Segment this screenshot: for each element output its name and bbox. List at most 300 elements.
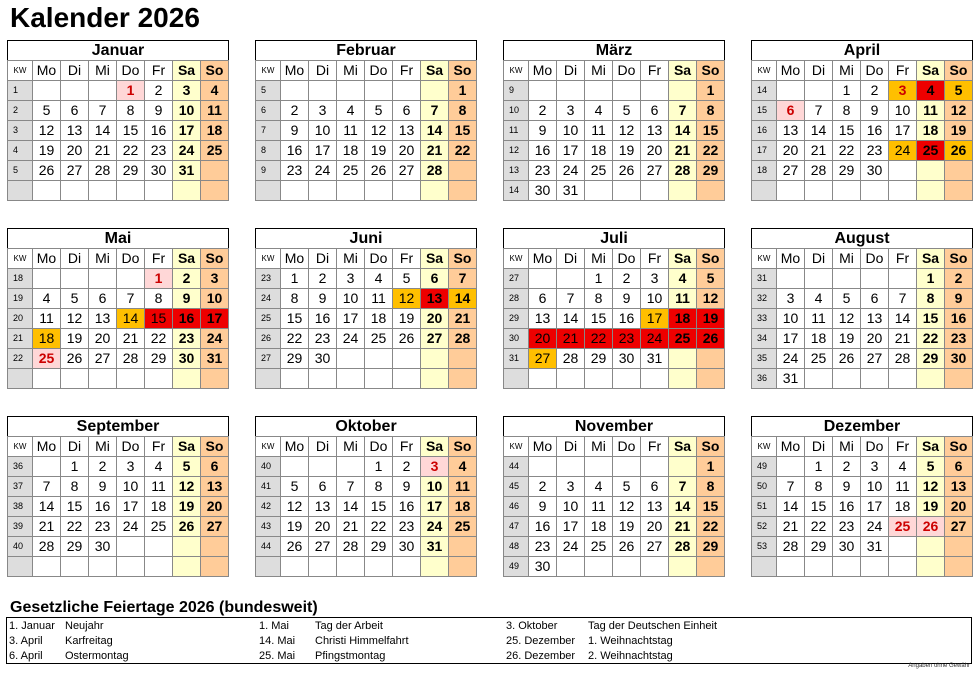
- day-cell: 21: [421, 141, 449, 161]
- week-row: [752, 477, 973, 497]
- day-cell: 2: [833, 457, 861, 477]
- day-cell: 1: [145, 269, 173, 289]
- week-number: 42: [256, 497, 281, 517]
- day-cell: 9: [945, 289, 973, 309]
- day-cell: 10: [557, 497, 585, 517]
- day-cell: [365, 369, 393, 389]
- week-number: 2: [8, 101, 33, 121]
- day-cell: 15: [145, 309, 173, 329]
- day-cell: 22: [585, 329, 613, 349]
- day-cell: 16: [861, 121, 889, 141]
- day-cell: 25: [917, 141, 945, 161]
- holidays-column-1: [9, 619, 129, 664]
- week-row: [256, 81, 477, 101]
- day-cell: 18: [145, 497, 173, 517]
- weekday-header-row: [504, 249, 725, 269]
- day-cell: 27: [641, 537, 669, 557]
- day-cell: 6: [641, 101, 669, 121]
- day-cell: 23: [613, 329, 641, 349]
- day-cell: [917, 537, 945, 557]
- holidays-title: Gesetzliche Feiertage 2026 (bundesweit): [10, 599, 318, 616]
- holiday-row: [506, 619, 717, 634]
- day-cell: 11: [805, 309, 833, 329]
- day-cell: 24: [557, 537, 585, 557]
- week-row: [8, 161, 229, 181]
- day-cell: [669, 457, 697, 477]
- month-10: [255, 416, 477, 577]
- day-cell: 17: [641, 309, 669, 329]
- day-cell: 29: [805, 537, 833, 557]
- day-cell: 2: [309, 269, 337, 289]
- day-cell: 31: [173, 161, 201, 181]
- day-cell: 5: [61, 289, 89, 309]
- month-name: September: [7, 416, 229, 436]
- week-row: [8, 349, 229, 369]
- day-cell: 11: [669, 289, 697, 309]
- weekday-header: Fr: [393, 437, 421, 457]
- day-cell: 27: [61, 161, 89, 181]
- day-cell: 18: [805, 329, 833, 349]
- day-cell: 14: [669, 497, 697, 517]
- day-cell: 24: [641, 329, 669, 349]
- footnote: Angaben ohne Gewähr: [908, 663, 970, 669]
- month-name: Oktober: [255, 416, 477, 436]
- weekday-header: Di: [309, 437, 337, 457]
- kw-header: KW: [752, 437, 777, 457]
- day-cell: [805, 557, 833, 577]
- weekday-header: Do: [117, 61, 145, 81]
- day-cell: 25: [449, 517, 477, 537]
- day-cell: 6: [777, 101, 805, 121]
- day-cell: 8: [61, 477, 89, 497]
- day-cell: 10: [889, 101, 917, 121]
- holiday-row: [506, 649, 717, 664]
- week-number: 50: [752, 477, 777, 497]
- day-cell: 10: [337, 289, 365, 309]
- day-cell: 23: [393, 517, 421, 537]
- holiday-date: 26. Dezember: [506, 650, 576, 662]
- week-row: [504, 369, 725, 389]
- week-row: [504, 161, 725, 181]
- day-cell: 15: [117, 121, 145, 141]
- day-cell: 24: [201, 329, 229, 349]
- day-cell: 8: [365, 477, 393, 497]
- week-number: 11: [504, 121, 529, 141]
- day-cell: 11: [449, 477, 477, 497]
- day-cell: 1: [697, 81, 725, 101]
- day-cell: [281, 181, 309, 201]
- day-cell: 18: [201, 121, 229, 141]
- week-row: [256, 101, 477, 121]
- week-number: 9: [504, 81, 529, 101]
- day-cell: 5: [281, 477, 309, 497]
- week-row: [8, 369, 229, 389]
- day-cell: 5: [33, 101, 61, 121]
- day-cell: 7: [421, 101, 449, 121]
- day-cell: [281, 369, 309, 389]
- holiday-row: [9, 634, 129, 649]
- week-row: [8, 269, 229, 289]
- kw-header: KW: [504, 437, 529, 457]
- day-cell: 21: [777, 517, 805, 537]
- week-row: [504, 269, 725, 289]
- day-cell: 26: [393, 329, 421, 349]
- day-cell: [889, 161, 917, 181]
- day-cell: 12: [833, 309, 861, 329]
- day-cell: 18: [449, 497, 477, 517]
- day-cell: 4: [33, 289, 61, 309]
- week-row: [504, 309, 725, 329]
- week-row: [752, 517, 973, 537]
- week-row: [504, 81, 725, 101]
- day-cell: 26: [613, 537, 641, 557]
- day-cell: 5: [613, 477, 641, 497]
- day-cell: 18: [669, 309, 697, 329]
- kw-header: KW: [8, 61, 33, 81]
- day-cell: 12: [613, 497, 641, 517]
- week-row: [504, 517, 725, 537]
- day-cell: 30: [861, 161, 889, 181]
- holiday-name: Ostermontag: [65, 650, 129, 662]
- day-cell: 26: [697, 329, 725, 349]
- week-row: [752, 557, 973, 577]
- day-cell: 19: [613, 141, 641, 161]
- weekday-header: So: [201, 61, 229, 81]
- day-cell: 25: [585, 161, 613, 181]
- day-cell: 9: [529, 121, 557, 141]
- day-cell: [641, 557, 669, 577]
- day-cell: 30: [945, 349, 973, 369]
- day-cell: 19: [833, 329, 861, 349]
- week-number: 48: [504, 537, 529, 557]
- weekday-header: Fr: [641, 61, 669, 81]
- day-cell: 28: [889, 349, 917, 369]
- week-number: 4: [8, 141, 33, 161]
- month-name: November: [503, 416, 725, 436]
- day-cell: 7: [89, 101, 117, 121]
- day-cell: 6: [61, 101, 89, 121]
- day-cell: [145, 557, 173, 577]
- day-cell: 12: [281, 497, 309, 517]
- day-cell: [61, 269, 89, 289]
- weekday-header: So: [945, 437, 973, 457]
- day-cell: [777, 457, 805, 477]
- week-number: 36: [8, 457, 33, 477]
- day-cell: 4: [201, 81, 229, 101]
- day-cell: [89, 369, 117, 389]
- day-cell: 12: [365, 121, 393, 141]
- week-row: [8, 141, 229, 161]
- week-number: 37: [8, 477, 33, 497]
- day-cell: 31: [641, 349, 669, 369]
- day-cell: [337, 349, 365, 369]
- day-cell: 9: [145, 101, 173, 121]
- day-cell: 24: [421, 517, 449, 537]
- month-table: [7, 436, 229, 577]
- week-number: 24: [256, 289, 281, 309]
- day-cell: [89, 181, 117, 201]
- day-cell: 7: [805, 101, 833, 121]
- day-cell: 28: [421, 161, 449, 181]
- month-table: [7, 60, 229, 201]
- day-cell: [889, 537, 917, 557]
- week-number: 39: [8, 517, 33, 537]
- day-cell: 19: [613, 517, 641, 537]
- day-cell: 2: [529, 101, 557, 121]
- day-cell: 23: [529, 161, 557, 181]
- day-cell: [585, 181, 613, 201]
- day-cell: 4: [669, 269, 697, 289]
- week-row: [752, 141, 973, 161]
- day-cell: 29: [281, 349, 309, 369]
- day-cell: 21: [33, 517, 61, 537]
- day-cell: 22: [281, 329, 309, 349]
- day-cell: [669, 557, 697, 577]
- day-cell: 7: [557, 289, 585, 309]
- weekday-header: Mo: [33, 61, 61, 81]
- day-cell: 21: [669, 141, 697, 161]
- weekday-header: Fr: [393, 249, 421, 269]
- weekday-header: Sa: [669, 249, 697, 269]
- week-row: [752, 161, 973, 181]
- week-row: [504, 101, 725, 121]
- day-cell: 22: [697, 517, 725, 537]
- day-cell: 12: [697, 289, 725, 309]
- day-cell: 16: [281, 141, 309, 161]
- day-cell: 15: [697, 497, 725, 517]
- day-cell: 24: [117, 517, 145, 537]
- day-cell: [393, 349, 421, 369]
- week-row: [8, 537, 229, 557]
- weekday-header: Do: [613, 249, 641, 269]
- day-cell: 8: [697, 101, 725, 121]
- day-cell: [421, 557, 449, 577]
- day-cell: 5: [945, 81, 973, 101]
- day-cell: 1: [833, 81, 861, 101]
- week-row: [256, 181, 477, 201]
- day-cell: 14: [89, 121, 117, 141]
- holiday-name: 2. Weihnachtstag: [588, 650, 673, 662]
- day-cell: [421, 349, 449, 369]
- day-cell: 18: [337, 141, 365, 161]
- day-cell: 21: [337, 517, 365, 537]
- weekday-header: Do: [861, 249, 889, 269]
- day-cell: 10: [777, 309, 805, 329]
- day-cell: [173, 537, 201, 557]
- holiday-date: 6. April: [9, 650, 43, 662]
- weekday-header: Mo: [777, 61, 805, 81]
- day-cell: [393, 557, 421, 577]
- week-row: [8, 497, 229, 517]
- weekday-header: Mo: [777, 249, 805, 269]
- weekday-header: Do: [613, 437, 641, 457]
- month-5: [7, 228, 229, 389]
- day-cell: 9: [173, 289, 201, 309]
- week-number: 27: [504, 269, 529, 289]
- day-cell: 16: [89, 497, 117, 517]
- day-cell: 18: [917, 121, 945, 141]
- day-cell: [201, 557, 229, 577]
- day-cell: 30: [529, 557, 557, 577]
- day-cell: [89, 557, 117, 577]
- day-cell: [557, 81, 585, 101]
- day-cell: [173, 557, 201, 577]
- day-cell: 17: [777, 329, 805, 349]
- day-cell: 25: [145, 517, 173, 537]
- day-cell: 6: [309, 477, 337, 497]
- week-number: 33: [752, 309, 777, 329]
- day-cell: 11: [585, 121, 613, 141]
- page-title: Kalender 2026: [10, 2, 200, 33]
- day-cell: 9: [833, 477, 861, 497]
- day-cell: [669, 81, 697, 101]
- week-number: 29: [504, 309, 529, 329]
- holiday-name: Tag der Deutschen Einheit: [588, 620, 718, 632]
- day-cell: 4: [889, 457, 917, 477]
- week-number: 44: [504, 457, 529, 477]
- day-cell: 6: [89, 289, 117, 309]
- day-cell: 20: [201, 497, 229, 517]
- day-cell: 8: [449, 101, 477, 121]
- month-3: [503, 40, 725, 201]
- day-cell: 14: [669, 121, 697, 141]
- day-cell: [861, 269, 889, 289]
- weekday-header: Di: [557, 249, 585, 269]
- day-cell: 14: [421, 121, 449, 141]
- day-cell: 11: [585, 497, 613, 517]
- day-cell: [917, 369, 945, 389]
- day-cell: [449, 557, 477, 577]
- day-cell: [805, 81, 833, 101]
- month-table: [7, 248, 229, 389]
- day-cell: 15: [365, 497, 393, 517]
- week-number: 49: [504, 557, 529, 577]
- month-name: Dezember: [751, 416, 973, 436]
- day-cell: [201, 369, 229, 389]
- day-cell: 17: [557, 517, 585, 537]
- weekday-header: Fr: [641, 249, 669, 269]
- day-cell: [449, 161, 477, 181]
- day-cell: 23: [173, 329, 201, 349]
- kw-header: KW: [8, 437, 33, 457]
- holidays-column-2: [259, 619, 409, 664]
- day-cell: 9: [309, 289, 337, 309]
- weekday-header-row: [8, 249, 229, 269]
- day-cell: 26: [365, 161, 393, 181]
- day-cell: [33, 557, 61, 577]
- day-cell: 27: [641, 161, 669, 181]
- week-row: [752, 497, 973, 517]
- month-table: [751, 248, 973, 389]
- day-cell: [33, 269, 61, 289]
- day-cell: 12: [173, 477, 201, 497]
- day-cell: [945, 537, 973, 557]
- day-cell: 29: [145, 349, 173, 369]
- weekday-header-row: [256, 61, 477, 81]
- day-cell: 23: [309, 329, 337, 349]
- day-cell: 10: [173, 101, 201, 121]
- weekday-header: Di: [61, 437, 89, 457]
- day-cell: 21: [557, 329, 585, 349]
- day-cell: 5: [173, 457, 201, 477]
- day-cell: 16: [529, 517, 557, 537]
- day-cell: 4: [145, 457, 173, 477]
- weekday-header: Mi: [585, 61, 613, 81]
- weekday-header: Mi: [337, 437, 365, 457]
- day-cell: [393, 181, 421, 201]
- day-cell: [337, 81, 365, 101]
- day-cell: 14: [449, 289, 477, 309]
- weekday-header: Sa: [173, 437, 201, 457]
- week-number: 45: [504, 477, 529, 497]
- weekday-header: Mi: [89, 249, 117, 269]
- day-cell: [337, 557, 365, 577]
- day-cell: [309, 557, 337, 577]
- day-cell: 25: [201, 141, 229, 161]
- day-cell: 14: [805, 121, 833, 141]
- week-row: [504, 289, 725, 309]
- day-cell: [309, 457, 337, 477]
- weekday-header: Mo: [529, 249, 557, 269]
- day-cell: [117, 369, 145, 389]
- day-cell: 7: [777, 477, 805, 497]
- day-cell: 11: [917, 101, 945, 121]
- week-row: [8, 121, 229, 141]
- weekday-header: So: [945, 249, 973, 269]
- day-cell: 29: [117, 161, 145, 181]
- holiday-row: [259, 619, 409, 634]
- week-number: 22: [8, 349, 33, 369]
- day-cell: [557, 557, 585, 577]
- week-number: 34: [752, 329, 777, 349]
- day-cell: 28: [89, 161, 117, 181]
- day-cell: 30: [89, 537, 117, 557]
- weekday-header: Do: [117, 437, 145, 457]
- week-row: [752, 457, 973, 477]
- day-cell: [89, 81, 117, 101]
- week-number: 1: [8, 81, 33, 101]
- day-cell: 13: [641, 121, 669, 141]
- day-cell: [33, 369, 61, 389]
- day-cell: 9: [613, 289, 641, 309]
- holiday-row: [9, 649, 129, 664]
- month-name: Mai: [7, 228, 229, 248]
- day-cell: 29: [697, 537, 725, 557]
- day-cell: 28: [33, 537, 61, 557]
- day-cell: 30: [833, 537, 861, 557]
- day-cell: 9: [529, 497, 557, 517]
- day-cell: 16: [833, 497, 861, 517]
- kw-header: KW: [256, 61, 281, 81]
- day-cell: 17: [173, 121, 201, 141]
- day-cell: 7: [889, 289, 917, 309]
- day-cell: 16: [145, 121, 173, 141]
- week-number: 36: [752, 369, 777, 389]
- day-cell: [173, 369, 201, 389]
- day-cell: [421, 81, 449, 101]
- weekday-header-row: [8, 437, 229, 457]
- day-cell: [861, 557, 889, 577]
- holiday-row: [259, 649, 409, 664]
- day-cell: 28: [805, 161, 833, 181]
- day-cell: 4: [449, 457, 477, 477]
- day-cell: 6: [861, 289, 889, 309]
- day-cell: [61, 557, 89, 577]
- day-cell: [917, 161, 945, 181]
- weekday-header: Mo: [33, 437, 61, 457]
- week-number: 9: [256, 161, 281, 181]
- day-cell: 10: [557, 121, 585, 141]
